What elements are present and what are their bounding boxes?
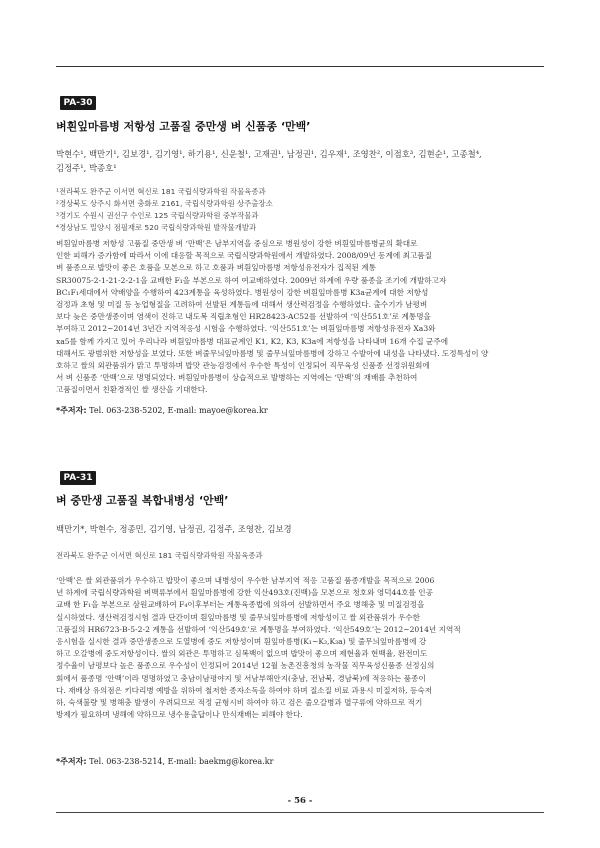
body-line: 보다 늦은 중만생종이며 염색이 진하고 내도복 직립초형인 HR28423-AC52를 선발하여 ‘익산551호’로 계통명을: [56, 312, 431, 322]
affiliation-line: 전라북도 완주군 이서면 혁신로 181 국립식량과학원 작물육종과: [56, 551, 263, 560]
body-line: 실시하였다. 생산력검정시험 결과 단간이며 흰잎마름병 및 줄무늬잎마름병에 저항성이고 쌀 외관품위가 우수한: [56, 612, 420, 622]
body-line: BC₁F₁세대에서 약배양을 수행하여 423계통을 육성하였다. 병원성이 강한 벼흰잎마름병 K3a균계에 대한 저항성: [56, 287, 429, 297]
author-list: [56, 522, 544, 536]
abstract-body: [56, 575, 544, 721]
page-number: - 56 -: [287, 796, 313, 806]
top-rule: [56, 66, 544, 67]
body-line: 회에서 품종명 ‘안백’이라 명명하였고 충남이남평야지 및 서남부해안지(충남, 전남북, 경남북)에 적응하는 품종이: [56, 673, 426, 683]
body-line: 검정과 초형 및 미질 등 농업형질을 고려하여 선발된 계통들에 대해서 생산력검정을 수행하였다. 출수기가 남평벼: [56, 300, 428, 310]
affiliation-list: [56, 186, 544, 234]
contact-text: Tel. 063-238-5214, E-mail: baekmg@korea.kr: [89, 757, 274, 766]
body-line: 다. 재배상 유의점은 키다리병 예방을 위하여 철저한 종자소독을 하여야 하며 질소질 비료 과용시 미질저하, 등숙저: [56, 685, 433, 695]
body-line: 고품질의 HR6723-B-5-2-2 계통을 선발하여 ‘익산549호’로 계통명을 부여하였다. ‘익산549호’는 2012~2014년 지역적: [56, 624, 461, 634]
body-line: 부여하고 2012~2014년 3년간 지역적응성 시험을 수행하였다. ‘익산551호’는 벼흰잎마름병 저항성유전자 Xa3와: [56, 324, 436, 334]
body-line: 호하고 쌀의 외관품위가 맑고 투명하며 밥맛 관능검정에서 우수한 특성이 인정되어 직무육성 신품종 선정위원회에: [56, 361, 430, 371]
body-line: 하고 오갈병에 중도저항성이다. 쌀의 외관은 투명하고 심복백이 없으며 밥맛이 좋으며 제현율과 현백율, 완전미도: [56, 649, 428, 659]
body-line: 년 하계에 국립식량과학원 벼맥류부에서 흰잎마름병에 강한 익산493호(진백)을 모본으로 청호와 영덕44호를 인공: [56, 588, 433, 598]
contact-info: [56, 756, 544, 768]
author-line: 박현수¹, 백만기¹, 김보경¹, 김기영¹, 하기용¹, 신운철¹, 고재권¹, 남정권¹, 김우재¹, 조영찬², 이점호³, 김현순¹, 고종철⁴,: [56, 149, 482, 159]
body-line: 방제가 필요하며 냉해에 약하므로 냉수용출답이나 만식재배는 피해야 한다.: [56, 710, 303, 720]
author-line: 백만기*, 박현수, 정종민, 김기영, 남정권, 김정주, 조영찬, 김보경: [56, 524, 292, 534]
body-line: 하, 숙색불량 및 병해충 발생이 우려되므로 적정 균형시비 하여야 하고 검은 줄오갈병과 멸구류에 약하므로 적기: [56, 698, 423, 708]
abstract-code-badge: PA-30: [60, 96, 96, 110]
body-line: 정수율이 남평보다 높은 품종으로 우수성이 인정되어 2014년 12월 농촌진흥청의 농작물 직무육성신품종 선정심의: [56, 661, 435, 671]
abstract-body: [56, 238, 544, 397]
contact-info: [56, 405, 544, 417]
contact-label: *주저자:: [56, 757, 87, 766]
affiliation-line: ²경상북도 상주시 화서면 충화로 2161, 국립식량과학원 상주출장소: [56, 199, 273, 208]
body-line: 인한 피해가 증가함에 따라서 이에 대응할 목적으로 국립식량과학원에서 개발하였다. 2008/09년 동계에 최고품질: [56, 251, 432, 261]
affiliation-list: [56, 550, 544, 562]
body-line: 교배 한 F₁을 부본으로 삼원교배하여 F₄이후부터는 계통육종법에 의하여 선발하면서 주요 병해충 및 미질검정을: [56, 600, 425, 610]
affiliation-line: ¹전라북도 완주군 이서면 혁신로 181 국립식량과학원 작물육종과: [56, 187, 266, 196]
body-line: xa5를 함께 가지고 있어 우리나라 벼흰잎마름병 대표균계인 K1, K2, K3, K3a에 저항성을 나타내며 16개 수집 균주에: [56, 336, 449, 346]
contact-text: Tel. 063-238-5202, E-mail: mayoe@korea.kr: [89, 406, 268, 415]
body-line: 고품질이면서 친환경적인 쌀 생산을 기대한다.: [56, 385, 208, 395]
bottom-rule: [56, 812, 544, 813]
abstract-code-badge: PA-31: [60, 471, 96, 485]
body-line: 서 벼 신품종 ‘만백’으로 명명되었다. 벼흰잎마름병이 상습적으로 발병하는 지역에는 ‘만백’의 재배를 추천하여: [56, 373, 418, 383]
body-line: 대해서도 광범위한 저항성을 보였다. 또한 벼줄무늬잎마름병 및 줄무늬잎마름병에 강하고 수발아에 내성을 나타냈다. 도정특성이 양: [56, 348, 489, 358]
contact-label: *주저자:: [56, 406, 87, 415]
body-line: SR30075-2-1-21-2-2-1을 교배한 F₁을 부본으로 하여 여교배하였다. 2009년 하계에 우량 품종을 조기에 개발하고자: [56, 275, 447, 285]
author-line: 김정주¹, 박종호¹: [56, 163, 117, 173]
body-line: 벼 품종으로 밥맛이 좋은 호품을 모본으로 하고 호품과 벼흰잎마름병 저항성유전자가 집적된 계통: [56, 263, 376, 273]
affiliation-line: ³경기도 수원시 권선구 수인로 125 국립식량과학원 중부작물과: [56, 211, 259, 220]
body-line: 벼흰잎마름병 저항성 고품질 중만생 벼 ‘만백’은 남부지역을 중심으로 병원성이 강한 벼흰잎마름병균의 확대로: [56, 239, 418, 248]
abstract-title: 벼흰잎마름병 저항성 고품질 중만생 벼 신품종 ‘만백’: [56, 120, 311, 133]
body-line: 응시험을 실시한 결과 중만생종으로 도열병에 중도 저항성이며 흰잎마름병(K₁~K₃,K₃a) 및 줄무늬잎마름병에 강: [56, 637, 427, 647]
affiliation-line: ⁴경상남도 밀양시 점필재로 520 국립식량과학원 발작물개발과: [56, 223, 257, 232]
body-line: ‘안백’은 쌀 외관품위가 우수하고 밥맛이 좋으며 내병성이 우수한 남부지역 적응 고품질 품종개발을 목적으로 2006: [56, 576, 435, 585]
abstract-title: 벼 중만생 고품질 복합내병성 ‘안백’: [56, 494, 229, 507]
author-list: [56, 147, 544, 175]
